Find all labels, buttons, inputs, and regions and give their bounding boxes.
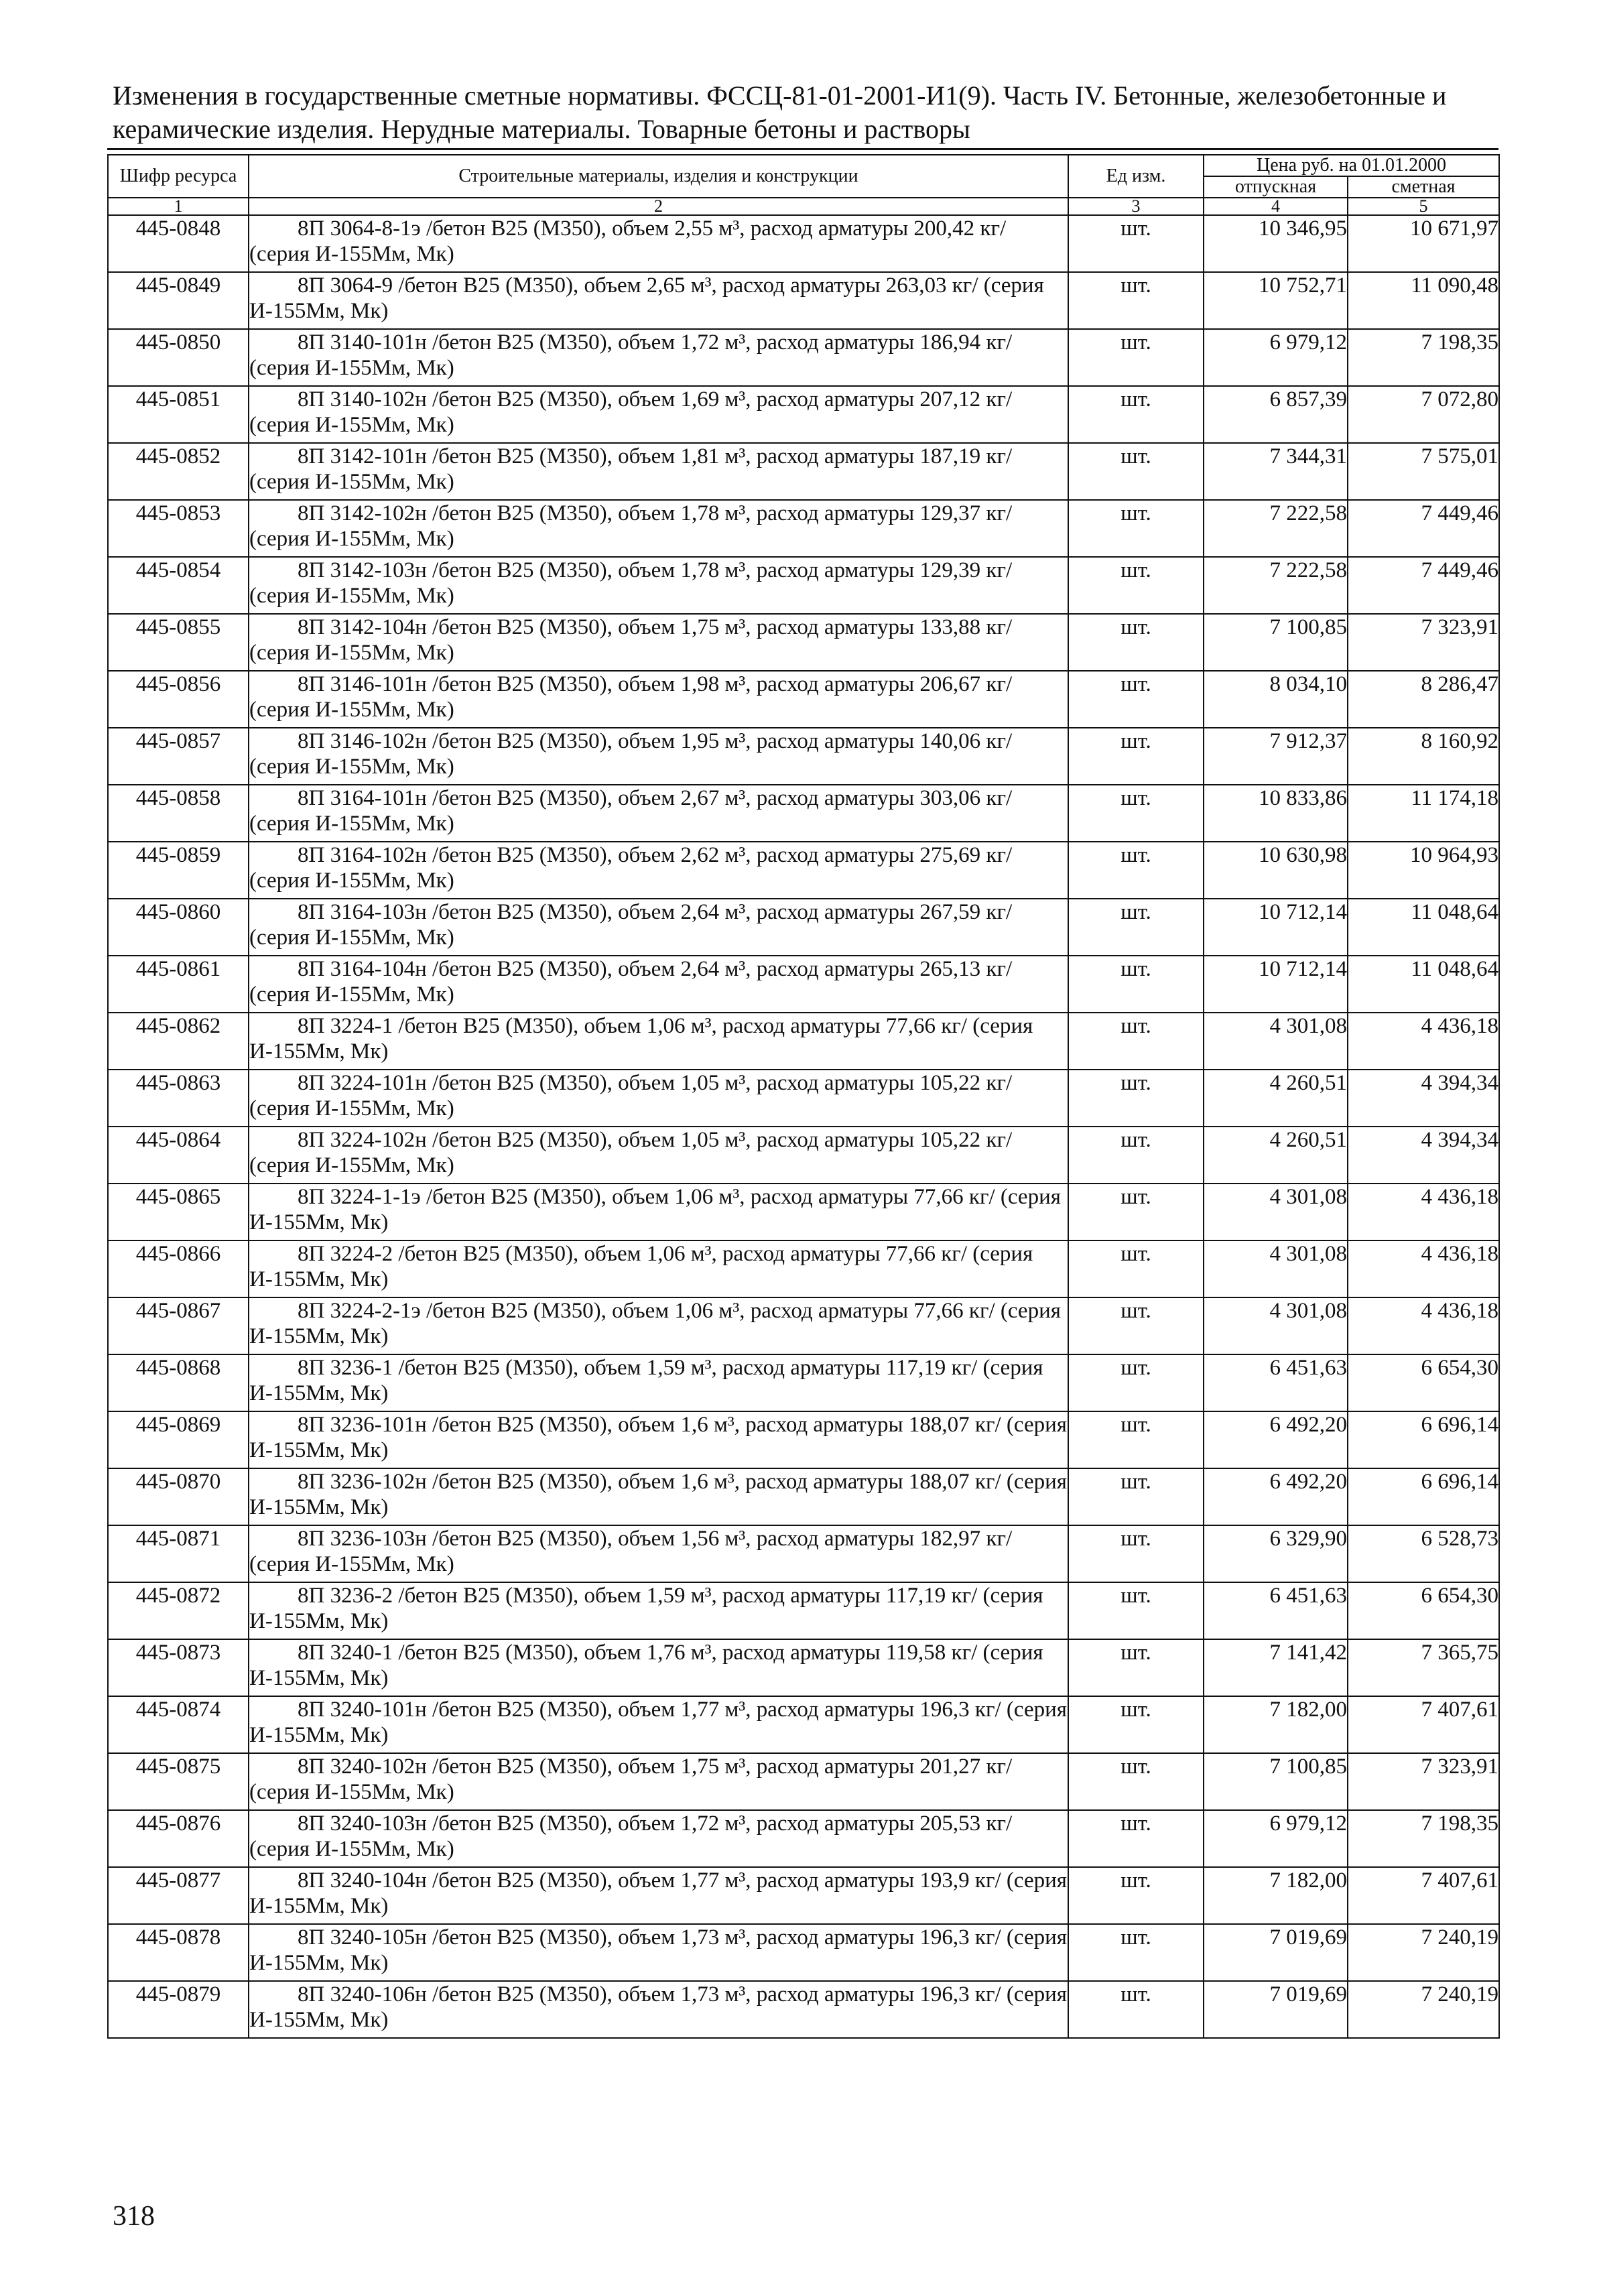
estimate-price-cell: 7 449,46 <box>1348 500 1499 557</box>
description-cell: 8П 3240-104н /бетон В25 (М350), объем 1,77 м³, расход арматуры 193,9 кг/ (серия И-155Мм, Мк) <box>249 1867 1068 1924</box>
table-row <box>108 1411 1499 1468</box>
resource-code-cell: 445-0876 <box>108 1810 249 1867</box>
unit-cell: шт. <box>1068 215 1204 272</box>
resource-code-cell: 445-0873 <box>108 1639 249 1696</box>
description-cell: 8П 3224-101н /бетон В25 (М350), объем 1,05 м³, расход арматуры 105,22 кг/ (серия И-155Мм, Мк) <box>249 1070 1068 1127</box>
release-price-cell: 7 100,85 <box>1204 614 1348 671</box>
description-cell: 8П 3236-1 /бетон В25 (М350), объем 1,59 м³, расход арматуры 117,19 кг/ (серия И-155Мм, Мк) <box>249 1354 1068 1411</box>
release-price-cell: 10 712,14 <box>1204 956 1348 1013</box>
unit-cell: шт. <box>1068 500 1204 557</box>
table-row <box>108 1696 1499 1753</box>
estimate-price-cell: 7 449,46 <box>1348 557 1499 614</box>
estimate-price-cell: 7 072,80 <box>1348 386 1499 443</box>
column-number: 3 <box>1068 198 1204 215</box>
resource-code-cell: 445-0872 <box>108 1582 249 1639</box>
release-price-cell: 7 222,58 <box>1204 557 1348 614</box>
table-row <box>108 785 1499 842</box>
table-row <box>108 1297 1499 1354</box>
table-row <box>108 728 1499 785</box>
resource-code-cell: 445-0867 <box>108 1297 249 1354</box>
estimate-price-cell: 7 198,35 <box>1348 329 1499 386</box>
unit-cell: шт. <box>1068 1070 1204 1127</box>
estimate-price-cell: 10 964,93 <box>1348 842 1499 899</box>
resource-code-cell: 445-0848 <box>108 215 249 272</box>
column-header-unit: Ед изм. <box>1068 155 1204 198</box>
table-row <box>108 1867 1499 1924</box>
resource-code-cell: 445-0861 <box>108 956 249 1013</box>
resource-code-cell: 445-0868 <box>108 1354 249 1411</box>
table-row <box>108 1924 1499 1981</box>
release-price-cell: 4 260,51 <box>1204 1070 1348 1127</box>
description-cell: 8П 3240-1 /бетон В25 (М350), объем 1,76 м³, расход арматуры 119,58 кг/ (серия И-155Мм, Мк) <box>249 1639 1068 1696</box>
table-row <box>108 386 1499 443</box>
table-row <box>108 1070 1499 1127</box>
release-price-cell: 7 100,85 <box>1204 1753 1348 1810</box>
estimate-price-cell: 4 436,18 <box>1348 1297 1499 1354</box>
unit-cell: шт. <box>1068 1297 1204 1354</box>
unit-cell: шт. <box>1068 671 1204 728</box>
unit-cell: шт. <box>1068 1354 1204 1411</box>
column-number: 4 <box>1204 198 1348 215</box>
release-price-cell: 4 301,08 <box>1204 1184 1348 1240</box>
release-price-cell: 4 260,51 <box>1204 1127 1348 1184</box>
description-cell: 8П 3142-102н /бетон В25 (М350), объем 1,78 м³, расход арматуры 129,37 кг/ (серия И-155Мм, Мк) <box>249 500 1068 557</box>
table-row <box>108 1184 1499 1240</box>
estimate-price-cell: 6 528,73 <box>1348 1525 1499 1582</box>
table-row <box>108 500 1499 557</box>
estimate-price-cell: 4 394,34 <box>1348 1070 1499 1127</box>
description-cell: 8П 3224-102н /бетон В25 (М350), объем 1,05 м³, расход арматуры 105,22 кг/ (серия И-155Мм, Мк) <box>249 1127 1068 1184</box>
unit-cell: шт. <box>1068 785 1204 842</box>
estimate-price-cell: 7 240,19 <box>1348 1924 1499 1981</box>
estimate-price-cell: 4 394,34 <box>1348 1127 1499 1184</box>
table-row <box>108 215 1499 272</box>
description-cell: 8П 3224-2 /бетон В25 (М350), объем 1,06 м³, расход арматуры 77,66 кг/ (серия И-155Мм, Мк) <box>249 1240 1068 1297</box>
estimate-price-cell: 6 654,30 <box>1348 1582 1499 1639</box>
page-header: Изменения в государственные сметные нормативы. ФССЦ-81-01-2001-И1(9). Часть IV. Бетонные, железобетонные и керамические изделия. Нерудные материалы. Товарные бетоны и растворы <box>113 80 1447 144</box>
description-cell: 8П 3240-105н /бетон В25 (М350), объем 1,73 м³, расход арматуры 196,3 кг/ (серия И-155Мм, Мк) <box>249 1924 1068 1981</box>
unit-cell: шт. <box>1068 1867 1204 1924</box>
unit-cell: шт. <box>1068 1582 1204 1639</box>
release-price-cell: 6 492,20 <box>1204 1468 1348 1525</box>
unit-cell: шт. <box>1068 272 1204 329</box>
estimate-price-cell: 8 160,92 <box>1348 728 1499 785</box>
resource-code-cell: 445-0871 <box>108 1525 249 1582</box>
column-number-row <box>108 198 1499 215</box>
description-cell: 8П 3164-103н /бетон В25 (М350), объем 2,64 м³, расход арматуры 267,59 кг/ (серия И-155Мм, Мк) <box>249 899 1068 956</box>
unit-cell: шт. <box>1068 899 1204 956</box>
column-number: 5 <box>1348 198 1499 215</box>
resource-code-cell: 445-0857 <box>108 728 249 785</box>
resource-code-cell: 445-0874 <box>108 1696 249 1753</box>
release-price-cell: 4 301,08 <box>1204 1297 1348 1354</box>
unit-cell: шт. <box>1068 1127 1204 1184</box>
estimate-price-cell: 4 436,18 <box>1348 1013 1499 1070</box>
column-header-estimate-price: сметная <box>1348 176 1499 198</box>
table-row <box>108 1127 1499 1184</box>
resource-code-cell: 445-0852 <box>108 443 249 500</box>
column-number: 1 <box>108 198 249 215</box>
release-price-cell: 7 019,69 <box>1204 1924 1348 1981</box>
resource-code-cell: 445-0879 <box>108 1981 249 2038</box>
release-price-cell: 6 979,12 <box>1204 1810 1348 1867</box>
resource-code-cell: 445-0856 <box>108 671 249 728</box>
table-row <box>108 956 1499 1013</box>
release-price-cell: 6 492,20 <box>1204 1411 1348 1468</box>
description-cell: 8П 3064-8-1э /бетон В25 (М350), объем 2,55 м³, расход арматуры 200,42 кг/ (серия И-155Мм, Мк) <box>249 215 1068 272</box>
resource-code-cell: 445-0859 <box>108 842 249 899</box>
estimate-price-cell: 7 407,61 <box>1348 1867 1499 1924</box>
table-row <box>108 1013 1499 1070</box>
unit-cell: шт. <box>1068 1184 1204 1240</box>
table-row <box>108 1240 1499 1297</box>
resource-code-cell: 445-0855 <box>108 614 249 671</box>
description-cell: 8П 3140-101н /бетон В25 (М350), объем 1,72 м³, расход арматуры 186,94 кг/ (серия И-155Мм, Мк) <box>249 329 1068 386</box>
estimate-price-cell: 7 323,91 <box>1348 1753 1499 1810</box>
estimate-price-cell: 10 671,97 <box>1348 215 1499 272</box>
release-price-cell: 10 346,95 <box>1204 215 1348 272</box>
resource-code-cell: 445-0865 <box>108 1184 249 1240</box>
estimate-price-cell: 6 696,14 <box>1348 1468 1499 1525</box>
release-price-cell: 10 752,71 <box>1204 272 1348 329</box>
estimate-price-cell: 7 365,75 <box>1348 1639 1499 1696</box>
description-cell: 8П 3140-102н /бетон В25 (М350), объем 1,69 м³, расход арматуры 207,12 кг/ (серия И-155Мм, Мк) <box>249 386 1068 443</box>
unit-cell: шт. <box>1068 1696 1204 1753</box>
release-price-cell: 4 301,08 <box>1204 1240 1348 1297</box>
unit-cell: шт. <box>1068 557 1204 614</box>
estimate-price-cell: 4 436,18 <box>1348 1184 1499 1240</box>
estimate-price-cell: 6 696,14 <box>1348 1411 1499 1468</box>
table-row <box>108 272 1499 329</box>
release-price-cell: 7 019,69 <box>1204 1981 1348 2038</box>
release-price-cell: 6 451,63 <box>1204 1582 1348 1639</box>
unit-cell: шт. <box>1068 329 1204 386</box>
estimate-price-cell: 7 575,01 <box>1348 443 1499 500</box>
resource-code-cell: 445-0849 <box>108 272 249 329</box>
estimate-price-cell: 7 407,61 <box>1348 1696 1499 1753</box>
estimate-price-cell: 11 174,18 <box>1348 785 1499 842</box>
release-price-cell: 6 857,39 <box>1204 386 1348 443</box>
resource-code-cell: 445-0875 <box>108 1753 249 1810</box>
release-price-cell: 10 833,86 <box>1204 785 1348 842</box>
resource-code-cell: 445-0866 <box>108 1240 249 1297</box>
table-header <box>108 155 1499 215</box>
column-header-release-price: отпускная <box>1204 176 1348 198</box>
resource-code-cell: 445-0863 <box>108 1070 249 1127</box>
description-cell: 8П 3146-101н /бетон В25 (М350), объем 1,98 м³, расход арматуры 206,67 кг/ (серия И-155Мм, Мк) <box>249 671 1068 728</box>
estimate-price-cell: 8 286,47 <box>1348 671 1499 728</box>
estimate-price-cell: 11 048,64 <box>1348 899 1499 956</box>
column-header-code: Шифр ресурса <box>108 155 249 198</box>
description-cell: 8П 3164-101н /бетон В25 (М350), объем 2,67 м³, расход арматуры 303,06 кг/ (серия И-155Мм, Мк) <box>249 785 1068 842</box>
unit-cell: шт. <box>1068 1411 1204 1468</box>
description-cell: 8П 3236-101н /бетон В25 (М350), объем 1,6 м³, расход арматуры 188,07 кг/ (серия И-155Мм, Мк) <box>249 1411 1068 1468</box>
resource-code-cell: 445-0850 <box>108 329 249 386</box>
table-row <box>108 1810 1499 1867</box>
header-divider <box>107 148 1498 150</box>
resource-code-cell: 445-0869 <box>108 1411 249 1468</box>
release-price-cell: 6 451,63 <box>1204 1354 1348 1411</box>
release-price-cell: 6 329,90 <box>1204 1525 1348 1582</box>
unit-cell: шт. <box>1068 443 1204 500</box>
unit-cell: шт. <box>1068 1924 1204 1981</box>
unit-cell: шт. <box>1068 842 1204 899</box>
resource-code-cell: 445-0851 <box>108 386 249 443</box>
column-number: 2 <box>249 198 1068 215</box>
description-cell: 8П 3240-101н /бетон В25 (М350), объем 1,77 м³, расход арматуры 196,3 кг/ (серия И-155Мм, Мк) <box>249 1696 1068 1753</box>
description-cell: 8П 3146-102н /бетон В25 (М350), объем 1,95 м³, расход арматуры 140,06 кг/ (серия И-155Мм, Мк) <box>249 728 1068 785</box>
description-cell: 8П 3224-2-1э /бетон В25 (М350), объем 1,06 м³, расход арматуры 77,66 кг/ (серия И-155Мм, Мк) <box>249 1297 1068 1354</box>
column-header-description: Строительные материалы, изделия и конструкции <box>249 155 1068 198</box>
price-table <box>107 154 1500 2039</box>
unit-cell: шт. <box>1068 1468 1204 1525</box>
release-price-cell: 7 141,42 <box>1204 1639 1348 1696</box>
table-row <box>108 899 1499 956</box>
table-row <box>108 614 1499 671</box>
table-body <box>108 215 1499 2038</box>
description-cell: 8П 3224-1-1э /бетон В25 (М350), объем 1,06 м³, расход арматуры 77,66 кг/ (серия И-155Мм, Мк) <box>249 1184 1068 1240</box>
description-cell: 8П 3240-102н /бетон В25 (М350), объем 1,75 м³, расход арматуры 201,27 кг/ (серия И-155Мм, Мк) <box>249 1753 1068 1810</box>
description-cell: 8П 3164-102н /бетон В25 (М350), объем 2,62 м³, расход арматуры 275,69 кг/ (серия И-155Мм, Мк) <box>249 842 1068 899</box>
column-header-price: Цена руб. на 01.01.2000 <box>1204 155 1499 176</box>
release-price-cell: 10 630,98 <box>1204 842 1348 899</box>
resource-code-cell: 445-0860 <box>108 899 249 956</box>
description-cell: 8П 3142-104н /бетон В25 (М350), объем 1,75 м³, расход арматуры 133,88 кг/ (серия И-155Мм, Мк) <box>249 614 1068 671</box>
release-price-cell: 7 912,37 <box>1204 728 1348 785</box>
unit-cell: шт. <box>1068 1240 1204 1297</box>
table-row <box>108 329 1499 386</box>
estimate-price-cell: 11 048,64 <box>1348 956 1499 1013</box>
estimate-price-cell: 11 090,48 <box>1348 272 1499 329</box>
release-price-cell: 4 301,08 <box>1204 1013 1348 1070</box>
resource-code-cell: 445-0877 <box>108 1867 249 1924</box>
release-price-cell: 8 034,10 <box>1204 671 1348 728</box>
release-price-cell: 10 712,14 <box>1204 899 1348 956</box>
release-price-cell: 7 344,31 <box>1204 443 1348 500</box>
estimate-price-cell: 7 323,91 <box>1348 614 1499 671</box>
table-row <box>108 671 1499 728</box>
table-row <box>108 1753 1499 1810</box>
table-row <box>108 1525 1499 1582</box>
resource-code-cell: 445-0878 <box>108 1924 249 1981</box>
table-row <box>108 842 1499 899</box>
table-row <box>108 443 1499 500</box>
description-cell: 8П 3236-102н /бетон В25 (М350), объем 1,6 м³, расход арматуры 188,07 кг/ (серия И-155Мм, Мк) <box>249 1468 1068 1525</box>
estimate-price-cell: 7 198,35 <box>1348 1810 1499 1867</box>
unit-cell: шт. <box>1068 1639 1204 1696</box>
description-cell: 8П 3064-9 /бетон В25 (М350), объем 2,65 м³, расход арматуры 263,03 кг/ (серия И-155Мм, Мк) <box>249 272 1068 329</box>
unit-cell: шт. <box>1068 1981 1204 2038</box>
estimate-price-cell: 6 654,30 <box>1348 1354 1499 1411</box>
table-row <box>108 1639 1499 1696</box>
unit-cell: шт. <box>1068 1013 1204 1070</box>
resource-code-cell: 445-0870 <box>108 1468 249 1525</box>
estimate-price-cell: 4 436,18 <box>1348 1240 1499 1297</box>
resource-code-cell: 445-0862 <box>108 1013 249 1070</box>
unit-cell: шт. <box>1068 728 1204 785</box>
description-cell: 8П 3142-103н /бетон В25 (М350), объем 1,78 м³, расход арматуры 129,39 кг/ (серия И-155Мм, Мк) <box>249 557 1068 614</box>
table-row <box>108 1582 1499 1639</box>
page-number: 318 <box>113 2201 155 2232</box>
resource-code-cell: 445-0864 <box>108 1127 249 1184</box>
resource-code-cell: 445-0853 <box>108 500 249 557</box>
unit-cell: шт. <box>1068 386 1204 443</box>
unit-cell: шт. <box>1068 614 1204 671</box>
unit-cell: шт. <box>1068 956 1204 1013</box>
unit-cell: шт. <box>1068 1753 1204 1810</box>
release-price-cell: 7 182,00 <box>1204 1696 1348 1753</box>
release-price-cell: 6 979,12 <box>1204 329 1348 386</box>
table-row <box>108 1981 1499 2038</box>
description-cell: 8П 3224-1 /бетон В25 (М350), объем 1,06 м³, расход арматуры 77,66 кг/ (серия И-155Мм, Мк) <box>249 1013 1068 1070</box>
table-row <box>108 557 1499 614</box>
resource-code-cell: 445-0854 <box>108 557 249 614</box>
table-row <box>108 1468 1499 1525</box>
release-price-cell: 7 182,00 <box>1204 1867 1348 1924</box>
table-row <box>108 1354 1499 1411</box>
resource-code-cell: 445-0858 <box>108 785 249 842</box>
release-price-cell: 7 222,58 <box>1204 500 1348 557</box>
description-cell: 8П 3240-103н /бетон В25 (М350), объем 1,72 м³, расход арматуры 205,53 кг/ (серия И-155Мм, Мк) <box>249 1810 1068 1867</box>
description-cell: 8П 3240-106н /бетон В25 (М350), объем 1,73 м³, расход арматуры 196,3 кг/ (серия И-155Мм, Мк) <box>249 1981 1068 2038</box>
unit-cell: шт. <box>1068 1810 1204 1867</box>
unit-cell: шт. <box>1068 1525 1204 1582</box>
description-cell: 8П 3142-101н /бетон В25 (М350), объем 1,81 м³, расход арматуры 187,19 кг/ (серия И-155Мм, Мк) <box>249 443 1068 500</box>
description-cell: 8П 3236-2 /бетон В25 (М350), объем 1,59 м³, расход арматуры 117,19 кг/ (серия И-155Мм, Мк) <box>249 1582 1068 1639</box>
description-cell: 8П 3236-103н /бетон В25 (М350), объем 1,56 м³, расход арматуры 182,97 кг/ (серия И-155Мм, Мк) <box>249 1525 1068 1582</box>
description-cell: 8П 3164-104н /бетон В25 (М350), объем 2,64 м³, расход арматуры 265,13 кг/ (серия И-155Мм, Мк) <box>249 956 1068 1013</box>
estimate-price-cell: 7 240,19 <box>1348 1981 1499 2038</box>
